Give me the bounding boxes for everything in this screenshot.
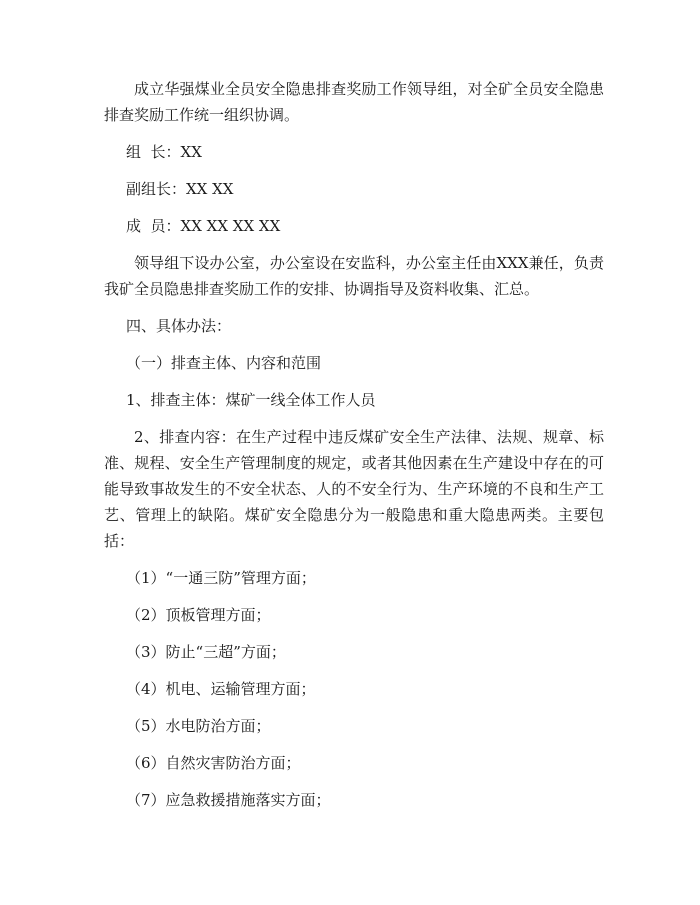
leader-line: 组 长：XX: [126, 143, 202, 161]
item-1-line: 1、排查主体：煤矿一线全体工作人员: [126, 391, 376, 409]
list-item: （4）机电、运输管理方面；: [126, 680, 316, 698]
list-item: （3）防止“三超”方面；: [126, 643, 286, 661]
list-item: （1）“一通三防”管理方面；: [126, 569, 316, 587]
subsection-heading-one: （一）排查主体、内容和范围: [126, 354, 322, 372]
list-item: （7）应急救援措施落实方面；: [126, 791, 331, 809]
list-item: （2）顶板管理方面；: [126, 606, 271, 624]
office-paragraph: 领导组下设办公室，办公室设在安监科，办公室主任由XXX兼任，负责我矿全员隐患排查奖励工作的安排、协调指导及资料收集、汇总。: [104, 254, 604, 298]
section-heading-four: 四、具体办法：: [126, 317, 232, 335]
document-page: [104, 76, 604, 813]
members-line: 成 员：XX XX XX XX: [126, 217, 281, 235]
item-2-paragraph: 2、排查内容：在生产过程中违反煤矿安全生产法律、法规、规章、标准、规程、安全生产管理制度的规定，或者其他因素在生产建设中存在的可能导致事故发生的不安全状态、人的不安全行为、生产环境的不良和生产工艺、管理上的缺陷。煤矿安全隐患分为一般隐患和重大隐患两类。主要包括：: [104, 428, 604, 550]
list-item: （6）自然灾害防治方面；: [126, 754, 301, 772]
deputy-leader-line: 副组长：XX XX: [126, 180, 234, 198]
intro-paragraph: 成立华强煤业全员安全隐患排查奖励工作领导组，对全矿全员安全隐患排查奖励工作统一组织协调。: [104, 80, 604, 124]
list-item: （5）水电防治方面；: [126, 717, 271, 735]
